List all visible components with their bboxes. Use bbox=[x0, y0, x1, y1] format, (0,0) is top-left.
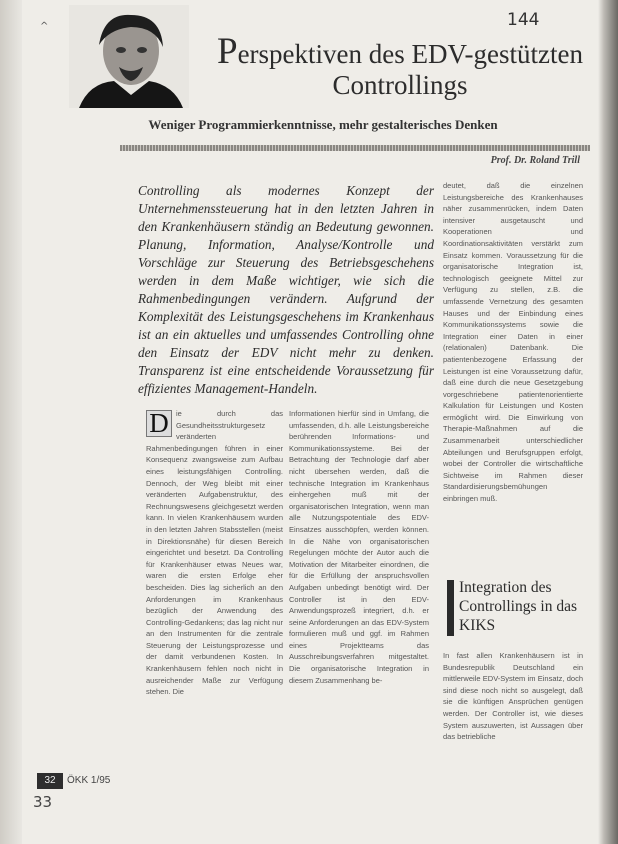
subheading: Integration des Controllings in das KIKS bbox=[459, 579, 577, 634]
title-line-2: Controllings bbox=[332, 70, 468, 100]
page-left-edge bbox=[0, 0, 22, 844]
author-portrait bbox=[69, 5, 189, 108]
column-1-text: ie durch das Gesundheitsstrukturgesetz veränderten Rahmenbedingungen führen in einer Konsequenz zwangsweise zum Aufbau eines leistungsfähigen Controlling. Dennoch, der Weg bleibt mit einer veränderten Aufgabenstruktur, des Rechnungswesens gleichgesetzt werden kann. In vielen Krankenhäusern wurden in den letzten Jahren Stabsstellen (meist in Direktionsnähe) für diesen Bereich eingerichtet und besetzt. Da Controlling für Krankenhäuser etwas Neues war, waren die ersten Erfolge eher bescheiden. Dies lag sicherlich an den Anforderungen im Krankenhaus bezüglich der Anwendung des Controlling-Gedankens; das lag nicht nur an den Instrumenten für die zentrale Steuerung der Leistungsprozesse und der damit verbundenen Kosten. In Krankenhäusern fehlen noch nicht in ausreichender Maße zur Verfügung stehen. Die bbox=[146, 409, 283, 697]
handwritten-page-number: 33 bbox=[33, 793, 53, 811]
page-folio bbox=[37, 773, 127, 789]
page-right-edge bbox=[598, 0, 618, 844]
body-column-1 bbox=[146, 408, 283, 698]
page-number: 32 bbox=[37, 773, 63, 789]
handwritten-note: 144 bbox=[507, 10, 540, 30]
author-line: Prof. Dr. Roland Trill bbox=[490, 155, 580, 166]
title-initial: P bbox=[217, 31, 238, 72]
title-line-1: erspektiven des EDV-gestützten bbox=[237, 39, 583, 69]
drop-cap: D bbox=[146, 410, 172, 437]
scan-mark: ^ bbox=[40, 21, 49, 32]
body-column-3: deutet, daß die einzelnen Leistungsbereiche des Krankenhauses näher zusammenrücken, indem Daten intensiver ausgetauscht und Kooperationen und Koordinationsaktivitäten verstärkt zum Einsatz kommen. Voraussetzung für die organisatorische Integration ist, technologisch geeignete Mittel zur Verfügung zu stellen, z.B. die umfassende Vernetzung des gesamten Hauses und der Einbindung eines Kommunikationssystems sowie die Integration einer Daten in einer (relationalen) Datenbank. Die patientenbezogene Erfassung der Leistungen ist eine Voraussetzung dafür, daß eine durch die neue Gesetzgebung vorgeschriebene patientenorientierte Kalkulation für Leistungen und Kosten ermöglicht wird. Die Einwirkung von Therapie-Maßnahmen auf die Zusammenarbeit unterschiedlicher Abteilungen und Berufsgruppen erfolgt, wobei der Controller die wirtschaftliche Sichtweise im Rahmen dieser Standardisierungsbemühungen einbringen muß. bbox=[443, 181, 583, 504]
article-title bbox=[205, 31, 595, 101]
body-column-2: Informationen hierfür sind in Umfang, die umfassenden, d.h. alle Leistungsbereiche berührenden Informations- und Kommunikationssysteme. Bei der Betrachtung der Technologie darf aber nicht übersehen werden, daß die technische Integration im Krankenhaus einhergehen muß mit der organisatorischen Integration, wenn man alle Nutzungspotentiale des EDV-Einsatzes ausschöpfen, werden können. In die Nähe von organisatorischen Regelungen möchte der Autor auch die Motivation der Mitarbeiter einordnen, die für die Erfüllung der anspruchsvollen Aufgaben unbedingt benötigt wird. Der Controller ist in den EDV-Anwendungsprozeß integriert, d.h. er seine Anforderungen an das EDV-System formulieren muß und ggf. im Rahmen eines Projektteams das Ausschreibungsverfahren mitgestaltet. Die organisatorische Integration in diesem Zusammenhang be- bbox=[289, 409, 429, 685]
intro-paragraph: Controlling als modernes Konzept der Unternehmenssteuerung hat in den letzten Jahren in den Krankenhäusern ständig an Bedeutung gewonnen. Planung, Information, Analyse/Kontrolle und Vorschläge zur Steuerung des Betriebsgeschehens werden in dem Maße wichtiger, wie sich die Rahmenbedingungen verändern. Aufgrund der Komplexität des Leistungsgeschehens im Krankenhaus ist an ein aktuelles und umfassendes Controlling ohne den Einsatz der EDV nicht mehr zu denken. Transparenz ist eine entscheidende Voraussetzung für effizientes Management-Handeln. bbox=[138, 183, 434, 396]
magazine-issue: ÖKK 1/95 bbox=[67, 775, 111, 786]
subheading-bar bbox=[447, 580, 454, 636]
title-rule bbox=[120, 145, 590, 151]
body-column-3-continued: In fast allen Krankenhäusern ist in Bundesrepublik Deutschland ein mittlerweile EDV-System im Einsatz, doch sind diese noch nicht so ausgelegt, daß sie die künftigen Ansprüchen genügen werden. Der Controller ist, wie dieses System auszuwerten, ist Aussagen über das betriebliche bbox=[443, 651, 583, 742]
article-subtitle: Weniger Programmierkenntnisse, mehr gestalterisches Denken bbox=[148, 117, 498, 132]
